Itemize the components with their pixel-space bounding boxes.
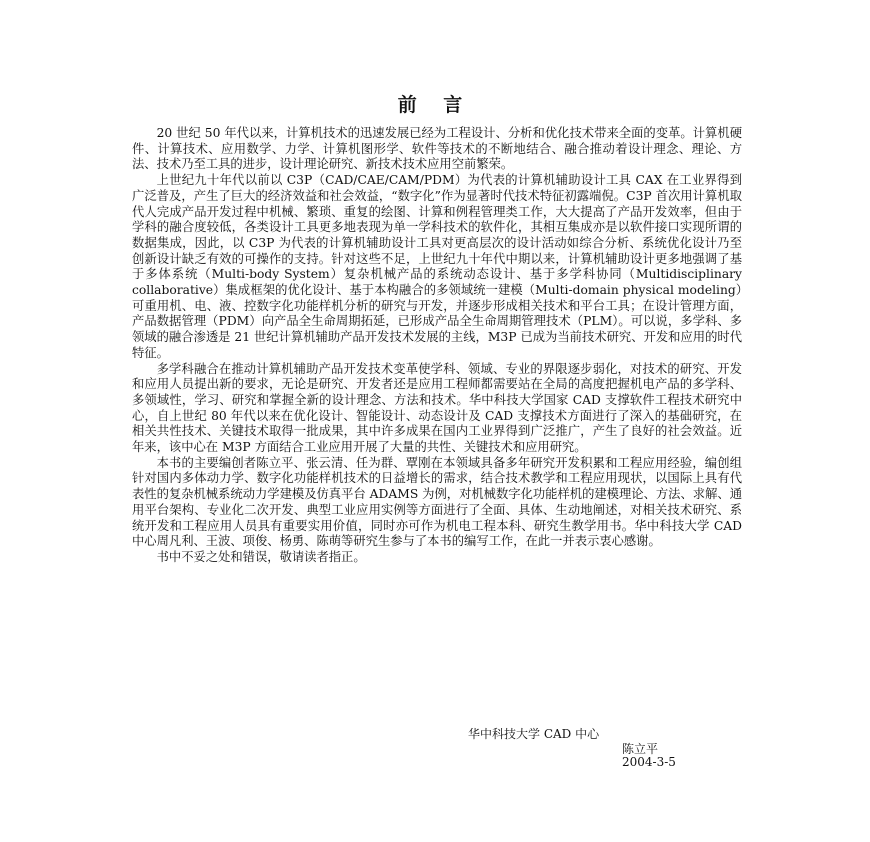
paragraph-3: 多学科融合在推动计算机辅助产品开发技术变革使学科、领域、专业的界限逐步弱化，对技术的研究、开发和应用人员提出新的要求，无论是研究、开发者还是应用工程师都需要站在全局的高度把握机电产品的多学科、多领域性，学习、研究和掌握全新的设计理念、方法和技术。华中科技大学国家 CAD 支撑软件工程技术研究中心，自上世纪 80 年代以来在优化设计、智能设计、动态设计及 CAD 支撑技术方面进行了深入的基础研究，在相关共性技术、关键技术取得一批成果，其中许多成果在国内工业界得到广泛推广，产生了良好的社会效益。近年来，该中心在 M3P 方面结合工业应用开展了大量的共性、关键技术和应用研究。 [132, 361, 742, 455]
paragraph-1: 20 世纪 50 年代以来，计算机技术的迅速发展已经为工程设计、分析和优化技术带来全面的变革。计算机硬件、计算技术、应用数学、力学、计算机图形学、软件等技术的不断地结合、融合推动着设计理念、理论、方法、技术乃至工具的进步，设计理论研究、新技术技术应用空前繁荣。 [132, 126, 742, 172]
paragraph-4: 本书的主要编创者陈立平、张云清、任为群、覃刚在本领域具备多年研究开发积累和工程应用经验，编创组针对国内多体动力学、数字化功能样机技术的日益增长的需求，结合技术教学和工程应用现状，以国际上具有代表性的复杂机械系统动力学建模及仿真平台 ADAMS 为例，对机械数字化功能样机的建模理论、方法、求解、通用平台架构、专业化二次开发、典型工业应用实例等方面进行了全面、具体、生动地阐述，对相关技术研究、系统开发和工程应用人员具有重要实用价值，同时亦可作为机电工程本科、研究生教学用书。华中科技大学 CAD 中心周凡利、王波、项俊、杨勇、陈萌等研究生参与了本书的编写工作，在此一并表示衷心感谢。 [132, 455, 742, 549]
paragraph-2: 上世纪九十年代以前以 C3P（CAD/CAE/CAM/PDM）为代表的计算机辅助设计工具 CAX 在工业界得到广泛普及，产生了巨大的经济效益和社会效益，“数字化”作为显著时代技术特征初露端倪。C3P 首次用计算机取代人完成产品开发过程中机械、繁琐、重复的绘图、计算和例程管理类工作，大大提高了产品开发效率，但由于学科的融合度较低，各类设计工具更多地表现为单一学科技术的软件化，其相互集成亦是以软件接口实现所谓的数据集成，因此，以 C3P 为代表的计算机辅助设计工具对更高层次的设计活动如综合分析、系统优化设计乃至创新设计缺乏有效的可操作的支持。针对这些不足，上世纪九十年代中期以来，计算机辅助设计更多地强调了基于多体系统（Multi-body System）复杂机械产品的系统动态设计、基于多学科协同（Multidisciplinary collaborative）集成框架的优化设计、基于本构融合的多领域统一建模（Multi-domain physical modeling）可重用机、电、液、控数字化功能样机分析的研究与开发，并逐步形成相关技术和平台工具；在设计管理方面，产品数据管理（PDM）向产品全生命周期拓延，已形成产品全生命周期管理技术（PLM）。可以说，多学科、多领域的融合渗透是 21 世纪计算机辅助产品开发技术发展的主线，M3P 已成为当前技术研究、开发和应用的时代特征。 [132, 173, 742, 360]
preface-body [132, 126, 742, 566]
paragraph-5: 书中不妥之处和错误，敬请读者指正。 [156, 549, 366, 564]
page-title: 前 言 [397, 94, 473, 116]
signature-author: 陈立平 [622, 742, 659, 756]
signature-date: 2004-3-5 [622, 755, 676, 769]
signature-organization: 华中科技大学 CAD 中心 [468, 727, 600, 741]
